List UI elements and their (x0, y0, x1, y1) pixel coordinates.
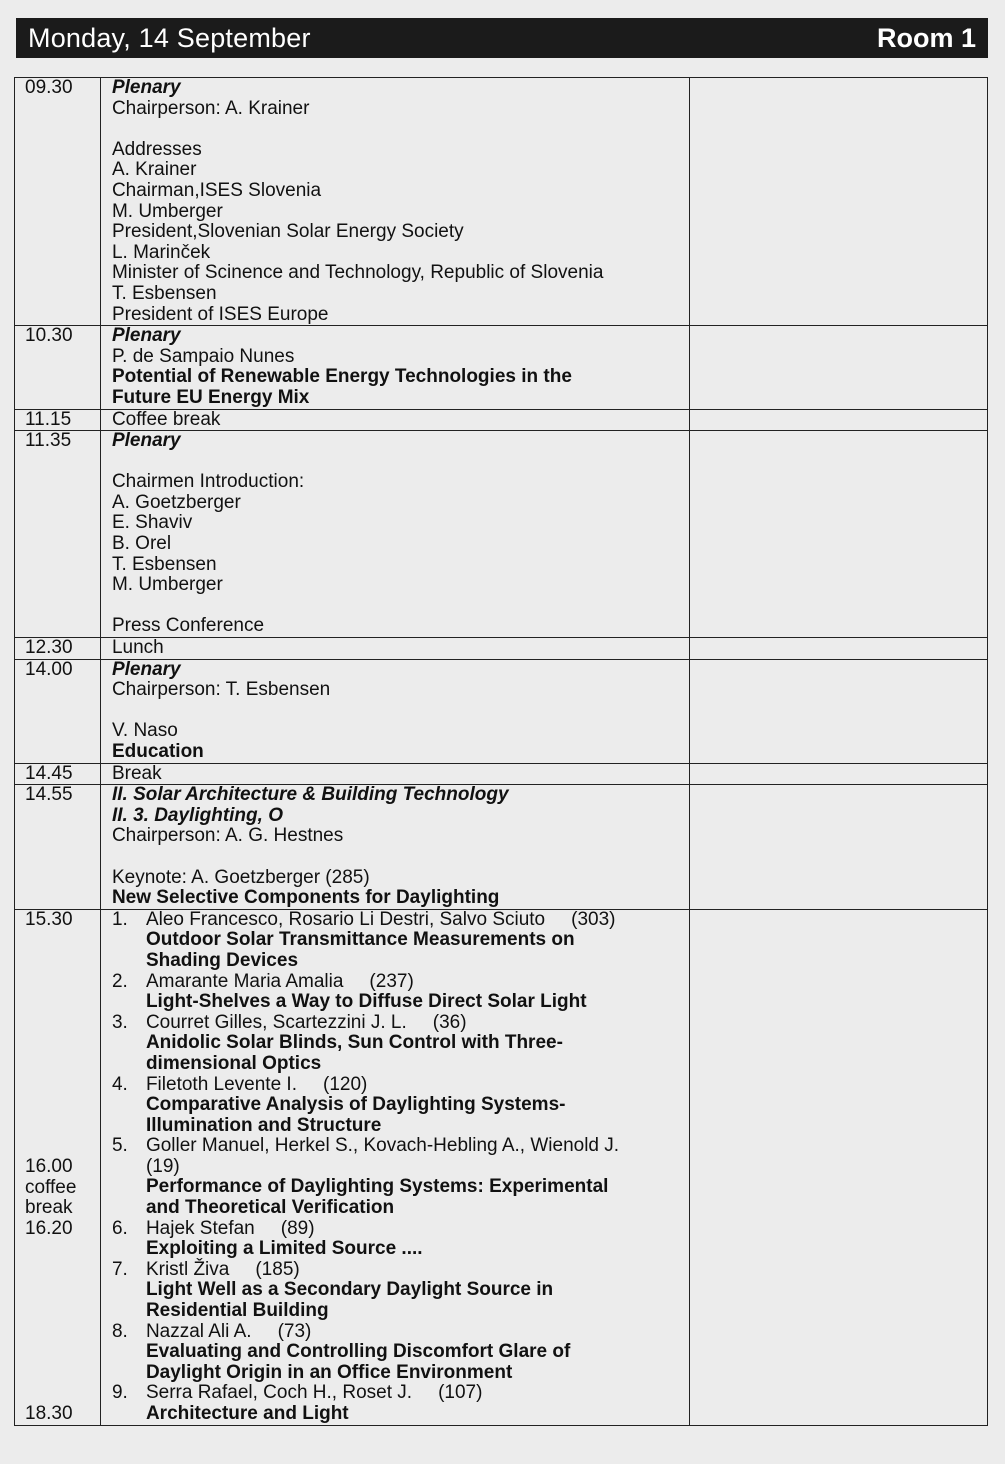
session-text: B. Orel (111, 533, 172, 555)
time-label: 14.55 (25, 784, 73, 806)
paper-number: 4. (111, 1073, 128, 1095)
schedule-row (15, 409, 988, 431)
paper-number: 7. (111, 1258, 128, 1280)
session-text: Plenary (111, 658, 181, 680)
time-cell (15, 431, 101, 638)
session-text: Potential of Renewable Energy Technologies in the (111, 366, 572, 388)
authors-text: Kristl Živa (145, 1258, 230, 1280)
session-text: President,Slovenian Solar Energy Society (111, 221, 464, 243)
paper-code: (107) (438, 1382, 483, 1404)
time-label: 16.00 (25, 1155, 73, 1177)
time-cell (15, 659, 101, 763)
session-text: E. Shaviv (111, 512, 193, 534)
session-text: T. Esbensen (111, 282, 217, 304)
session-text: L. Marinček (111, 241, 211, 263)
authors-text: Hajek Stefan (145, 1217, 255, 1239)
paper-body (146, 1219, 689, 1260)
paper-title: Light-Shelves a Way to Diffuse Direct Solar Light (145, 991, 587, 1013)
paper-number: 2. (111, 970, 128, 992)
paper-body (146, 910, 689, 972)
paper-title: Shading Devices (145, 949, 299, 971)
session-text: Lunch (111, 637, 164, 659)
session-text: Plenary (111, 77, 181, 98)
session-text: Plenary (111, 325, 181, 347)
session-cell (100, 638, 689, 660)
paper-authors (146, 910, 689, 931)
session-text: M. Umberger (111, 200, 223, 222)
schedule-table (14, 77, 988, 1426)
paper-item (112, 1136, 689, 1218)
paper-body (146, 1075, 689, 1137)
time-label: 11.15 (25, 408, 72, 430)
authors-text: Serra Rafael, Coch H., Roset J. (145, 1382, 413, 1404)
session-text: Education (111, 741, 204, 762)
paper-item (112, 1075, 689, 1137)
time-cell (15, 785, 101, 910)
paper-authors (146, 1260, 689, 1281)
session-text: Chairperson: A. G. Hestnes (111, 825, 344, 847)
time-cell (15, 326, 101, 409)
time-label: 16.20 (25, 1217, 73, 1239)
paper-code: (73) (277, 1320, 312, 1342)
paper-authors (146, 1136, 689, 1157)
paper-title: Residential Building (145, 1300, 329, 1322)
time-label: break (25, 1197, 73, 1219)
session-cell (100, 409, 689, 431)
session-text: Chairmen Introduction: (111, 471, 305, 493)
time-label: 09.30 (25, 77, 73, 98)
page-header (16, 18, 988, 58)
paper-title: Outdoor Solar Transmittance Measurements on (145, 929, 575, 951)
paper-code: (120) (323, 1073, 368, 1095)
session-text: Chairperson: A. Krainer (111, 97, 310, 119)
paper-number: 9. (111, 1382, 128, 1404)
paper-number: 6. (111, 1217, 128, 1239)
paper-title: Illumination and Structure (145, 1114, 382, 1136)
time-cell (15, 409, 101, 431)
session-cell (100, 78, 689, 326)
time-label: 18.30 (25, 1403, 73, 1425)
empty-cell (690, 638, 988, 660)
paper-title: Anidolic Solar Blinds, Sun Control with Three- (145, 1032, 563, 1054)
empty-cell (690, 659, 988, 763)
schedule-row (15, 326, 988, 409)
session-text: Minister of Scinence and Technology, Republic of Slovenia (111, 262, 604, 284)
schedule-row (15, 659, 988, 763)
time-label: 14.45 (25, 762, 73, 784)
paper-item (112, 1013, 689, 1075)
paper-title: Comparative Analysis of Daylighting Systems- (145, 1094, 566, 1116)
spacer (112, 596, 689, 617)
paper-body (146, 1013, 689, 1075)
session-text: Chairperson: T. Esbensen (111, 679, 331, 701)
session-text: Addresses (111, 138, 202, 160)
schedule-row (15, 763, 988, 785)
session-cell (100, 763, 689, 785)
authors-text: Aleo Francesco, Rosario Li Destri, Salvo Sciuto (145, 908, 546, 930)
session-cell (100, 659, 689, 763)
authors-text: Courret Gilles, Scartezzini J. L. (145, 1011, 407, 1033)
session-text: President of ISES Europe (111, 303, 329, 325)
spacer (112, 452, 689, 473)
session-cell (100, 431, 689, 638)
paper-number: 3. (111, 1011, 128, 1033)
paper-title: Performance of Daylighting Systems: Experimental (145, 1176, 609, 1198)
session-text: Plenary (111, 430, 181, 452)
session-text: II. Solar Architecture & Building Technology (111, 784, 509, 806)
spacer (112, 701, 689, 722)
empty-cell (690, 763, 988, 785)
paper-title: Architecture and Light (145, 1403, 349, 1424)
paper-code: (36) (432, 1011, 467, 1033)
time-cell (15, 909, 101, 1425)
header-date: Monday, 14 September (28, 22, 311, 53)
time-label: 10.30 (25, 325, 73, 347)
authors-text: Nazzal Ali A. (145, 1320, 252, 1342)
session-text: T. Esbensen (111, 553, 217, 575)
session-text: Keynote: A. Goetzberger (285) (111, 866, 370, 888)
schedule-row (15, 78, 988, 326)
session-cell (100, 909, 689, 1425)
schedule-row (15, 638, 988, 660)
paper-body (146, 1260, 689, 1322)
session-text: Future EU Energy Mix (111, 386, 310, 408)
paper-body (146, 972, 689, 1013)
authors-text: Goller Manuel, Herkel S., Kovach-Hebling A., Wienold J. (145, 1135, 620, 1157)
authors-text: Amarante Maria Amalia (145, 970, 344, 992)
paper-body (146, 1322, 689, 1384)
time-label: 14.00 (25, 658, 73, 680)
time-label: 11.35 (25, 430, 72, 452)
paper-title: and Theoretical Verification (145, 1197, 395, 1219)
empty-cell (690, 785, 988, 910)
empty-cell (690, 909, 988, 1425)
session-text: A. Goetzberger (111, 491, 241, 513)
paper-code: (19) (145, 1155, 180, 1177)
paper-code: (237) (369, 970, 414, 992)
paper-code: (303) (571, 908, 616, 930)
paper-authors (146, 1013, 689, 1034)
session-text: Press Conference (111, 615, 265, 637)
session-text: M. Umberger (111, 574, 223, 596)
paper-title: Exploiting a Limited Source .... (145, 1238, 423, 1260)
session-text: Chairman,ISES Slovenia (111, 179, 322, 201)
paper-authors (146, 1383, 689, 1404)
session-text: V. Naso (111, 720, 178, 742)
paper-body (146, 1383, 689, 1424)
time-cell (15, 763, 101, 785)
spacer (112, 119, 689, 140)
paper-code: (185) (255, 1258, 300, 1280)
time-cell (15, 78, 101, 326)
paper-authors (146, 972, 689, 993)
paper-number: 5. (111, 1135, 128, 1157)
session-text: P. de Sampaio Nunes (111, 345, 295, 367)
paper-number: 8. (111, 1320, 128, 1342)
paper-body (146, 1136, 689, 1218)
paper-item (112, 1260, 689, 1322)
paper-title: Daylight Origin in an Office Environment (145, 1361, 513, 1383)
paper-title: dimensional Optics (145, 1052, 322, 1074)
paper-authors (146, 1322, 689, 1343)
session-text: Coffee break (111, 408, 221, 430)
paper-item (112, 972, 689, 1013)
time-label: 12.30 (25, 637, 73, 659)
time-label: coffee (25, 1176, 77, 1198)
paper-title: Light Well as a Secondary Daylight Source in (145, 1279, 554, 1301)
session-cell (100, 785, 689, 910)
session-text: Break (111, 762, 162, 784)
empty-cell (690, 409, 988, 431)
time-cell (15, 638, 101, 660)
empty-cell (690, 78, 988, 326)
paper-item (112, 910, 689, 972)
paper-number: 1. (111, 908, 128, 930)
schedule-row (15, 909, 988, 1425)
empty-cell (690, 326, 988, 409)
paper-code: (89) (280, 1217, 315, 1239)
paper-item (112, 1219, 689, 1260)
spacer (112, 847, 689, 868)
session-text: II. 3. Daylighting, O (111, 804, 283, 826)
session-cell (100, 326, 689, 409)
authors-text: Filetoth Levente I. (145, 1073, 297, 1095)
paper-item (112, 1322, 689, 1384)
schedule-row (15, 431, 988, 638)
paper-authors (146, 1219, 689, 1240)
schedule-row (15, 785, 988, 910)
session-text: A. Krainer (111, 159, 197, 181)
paper-item (112, 1383, 689, 1424)
paper-title: Evaluating and Controlling Discomfort Glare of (145, 1341, 571, 1363)
empty-cell (690, 431, 988, 638)
time-label: 15.30 (25, 908, 73, 930)
session-text: New Selective Components for Daylighting (111, 887, 500, 909)
header-room: Room 1 (876, 22, 976, 53)
paper-authors (146, 1075, 689, 1096)
